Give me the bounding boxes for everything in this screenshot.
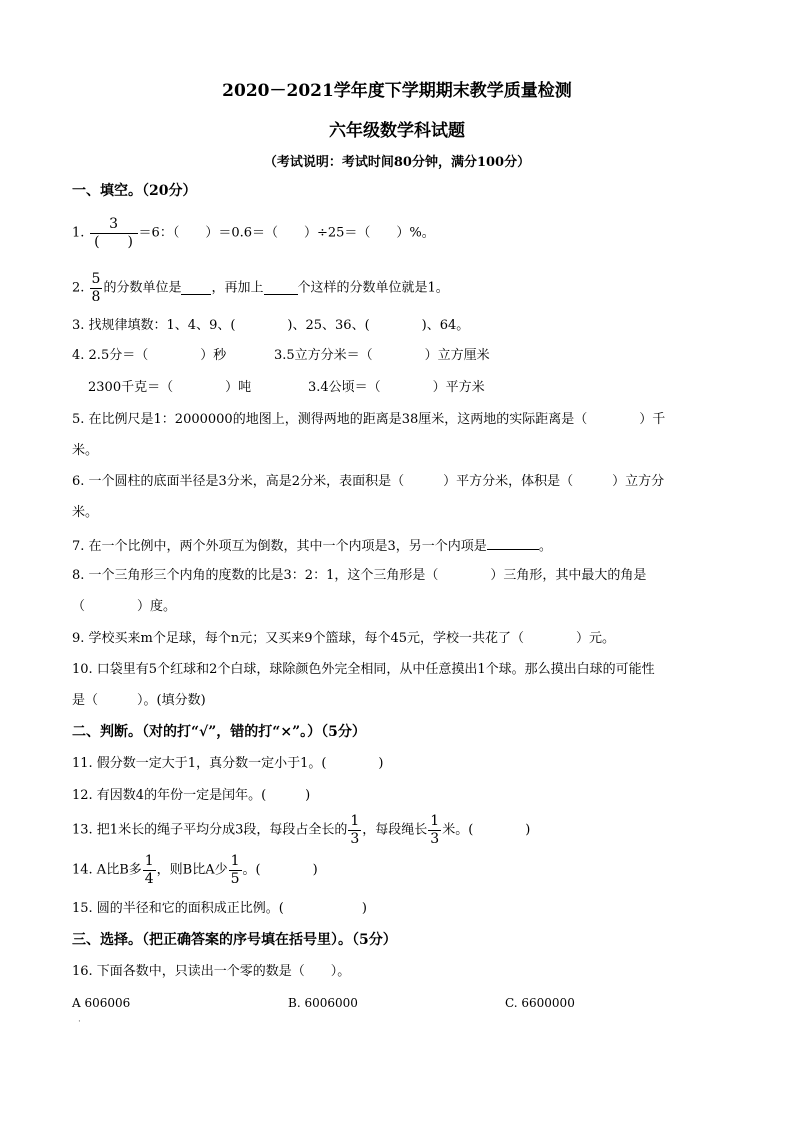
question-2-blank-1[interactable]	[181, 282, 211, 295]
question-13-fraction-2-denominator: 3	[430, 831, 440, 847]
question-2-blank-2[interactable]	[264, 282, 298, 295]
question-14-fraction-2-numerator: 1	[230, 853, 240, 869]
question-2-text-3: 个这样的分数单位就是1。	[297, 280, 449, 296]
question-7-blank[interactable]	[487, 537, 539, 550]
question-1-fraction-numerator: 3	[109, 216, 118, 232]
section-1-heading: 一、填空。（20分）	[72, 183, 197, 199]
question-13	[72, 813, 530, 848]
question-16: 16. 下面各数中，只读出一个零的数是（ ）。	[72, 964, 351, 979]
question-7-end: 。	[538, 539, 552, 554]
question-14-fraction-2	[229, 853, 242, 888]
question-9: 9. 学校买来m个足球，每个n元；又买来9个篮球，每个45元，学校一共花了（ ）元。	[72, 631, 616, 646]
question-7-text: 7. 在一个比例中，两个外项互为倒数，其中一个内项是3，另一个内项是	[72, 539, 487, 554]
question-6-line-1: 6. 一个圆柱的底面半径是3分米，高是2分米，表面积是（ ）平方分米，体积是（ ）立方分	[72, 474, 665, 489]
question-13-fraction-2-numerator: 1	[430, 813, 440, 829]
question-16-option-b: B. 6006000	[288, 996, 358, 1010]
exam-title: 2020－2021学年度下学期期末教学质量检测	[222, 81, 572, 101]
question-14-fraction-1	[143, 853, 156, 888]
section-2-heading: 二、判断。（对的打“√”，错的打“×”。）（5分）	[72, 724, 366, 740]
question-8-line-2: （ ）度。	[72, 599, 177, 614]
question-2	[72, 271, 449, 306]
question-2-fraction-denominator: 8	[91, 289, 101, 305]
question-16-option-a: A 606006	[72, 996, 131, 1010]
question-14-fraction-1-denominator: 4	[144, 871, 154, 887]
question-2-fraction-numerator: 5	[91, 271, 101, 287]
question-11: 11. 假分数一定大于1，真分数一定小于1。( )	[72, 756, 384, 771]
question-13-text-1: 13. 把1米长的绳子平均分成3段，每段占全长的	[72, 822, 348, 838]
question-4-c: 2300千克＝（ ）吨	[88, 380, 252, 395]
question-5-line-1: 5. 在比例尺是1：2000000的地图上，测得两地的距离是38厘米，这两地的实际距离是（ ）千	[72, 412, 666, 427]
question-8-line-1: 8. 一个三角形三个内角的度数的比是3：2：1，这个三角形是（ ）三角形，其中最大的角是	[72, 568, 647, 583]
question-5-line-2: 米。	[72, 443, 99, 458]
question-14-fraction-2-denominator: 5	[230, 871, 240, 887]
question-13-fraction-1-denominator: 3	[350, 831, 360, 847]
question-14-text-1: 14. A比B多	[72, 862, 142, 878]
question-2-number: 2.	[72, 280, 85, 296]
exam-subtitle: 六年级数学科试题	[329, 121, 465, 141]
question-13-text-3: 米。( )	[442, 822, 531, 838]
question-1	[72, 216, 435, 251]
question-14-text-2: ，则B比A少	[156, 862, 228, 878]
exam-note: （考试说明：考试时间80分钟，满分100分）	[263, 155, 531, 170]
question-13-text-2: ，每段绳长	[362, 822, 428, 838]
question-12: 12. 有因数4的年份一定是闰年。( )	[72, 788, 311, 803]
question-7	[72, 537, 552, 555]
question-1-text: ＝6：（ ）＝0.6＝（ ）÷25＝（ ）%。	[138, 225, 435, 241]
question-2-text-1: 的分数单位是	[103, 280, 182, 296]
question-14-text-3: 。( )	[242, 862, 318, 878]
question-6-line-2: 米。	[72, 505, 99, 520]
question-4-b: 3.5立方分米＝（ ）立方厘米	[274, 348, 490, 363]
question-2-text-2: ，再加上	[211, 280, 264, 296]
page-mark: ·	[78, 1017, 81, 1027]
section-3-heading: 三、选择。（把正确答案的序号填在括号里）。（5分）	[72, 932, 397, 948]
question-1-number: 1.	[72, 225, 85, 241]
question-13-fraction-2	[428, 813, 441, 848]
question-14-fraction-1-numerator: 1	[144, 853, 154, 869]
question-13-fraction-1	[348, 813, 361, 848]
question-3: 3. 找规律填数：1、4、9、( )、25、36、( )、64。	[72, 318, 470, 333]
question-13-fraction-1-numerator: 1	[350, 813, 360, 829]
question-1-fraction-denominator: ( )	[90, 233, 138, 251]
question-4-a: 4. 2.5分＝（ ）秒	[72, 348, 227, 363]
question-16-option-c: C. 6600000	[505, 996, 575, 1010]
question-2-fraction	[90, 271, 103, 306]
question-4-d: 3.4公顷＝（ ）平方米	[308, 380, 485, 395]
question-14	[72, 853, 318, 888]
question-10-line-2: 是（ ）。(填分数)	[72, 693, 206, 708]
question-1-fraction	[90, 216, 138, 251]
question-10-line-1: 10. 口袋里有5个红球和2个白球，球除颜色外完全相同，从中任意摸出1个球。那么摸出白球的可能性	[72, 662, 655, 677]
question-15: 15. 圆的半径和它的面积成正比例。( )	[72, 901, 367, 916]
